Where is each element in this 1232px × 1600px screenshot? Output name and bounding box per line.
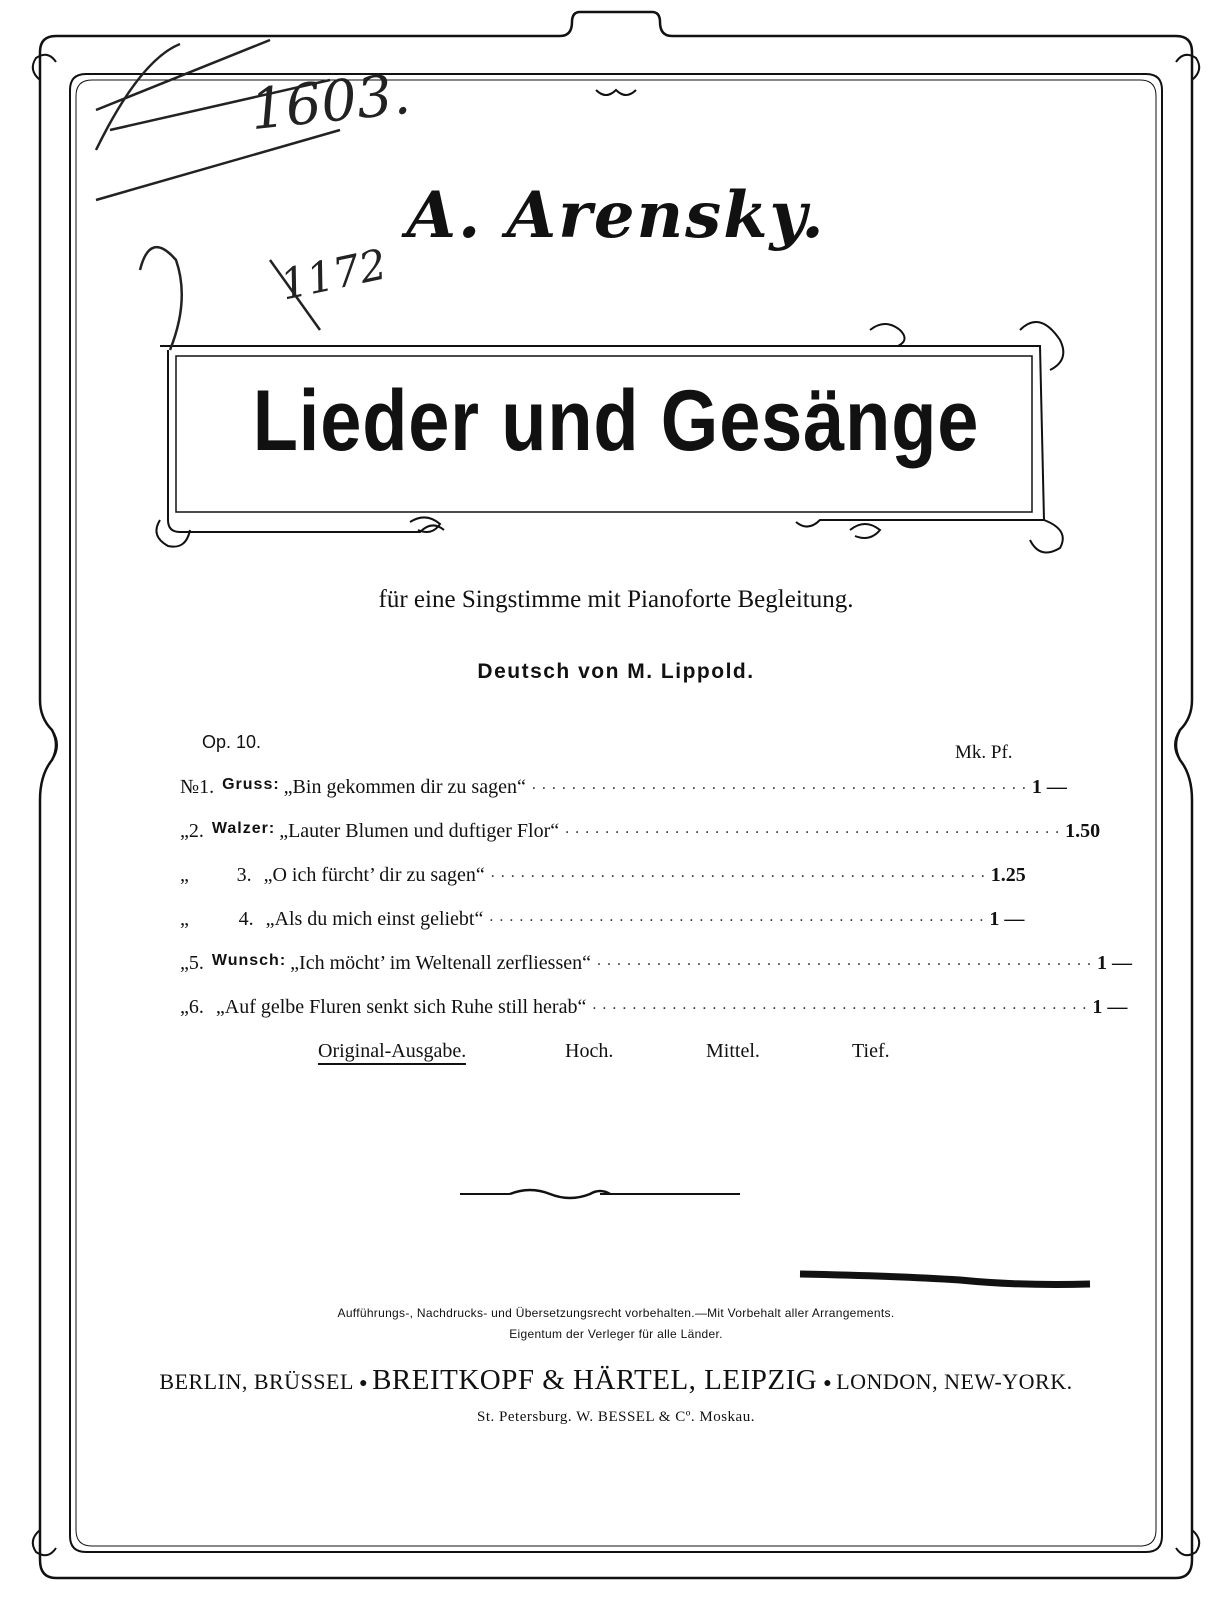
- leader-dots: ..................................................: [565, 820, 1066, 837]
- leader-dots: ..................................................: [531, 776, 1032, 793]
- row-mark: „: [180, 864, 189, 886]
- song-number: 5.: [188, 952, 204, 974]
- edition-high: Hoch.: [565, 1040, 614, 1062]
- row-mark: „: [180, 908, 189, 930]
- song-title: „O ich fürcht’ dir zu sagen“: [263, 864, 485, 886]
- composer-name: A. Arensky.: [406, 178, 826, 253]
- bullet-icon: ●: [359, 1375, 373, 1391]
- song-number: 1.: [199, 776, 215, 798]
- edition-list: [0, 1040, 1232, 1070]
- song-row: [180, 996, 1128, 1026]
- leader-dots: ..................................................: [597, 952, 1098, 969]
- work-title: Lieder und Gesänge: [252, 373, 980, 469]
- song-price: 1 —: [989, 908, 1025, 930]
- handwritten-shelf-number: 1172: [276, 239, 391, 310]
- leader-dots: ..................................................: [490, 864, 991, 881]
- branch-line: St. Petersburg. W. BESSEL & Cº. Moskau.: [477, 1409, 755, 1425]
- song-title: „Als du mich einst geliebt“: [265, 908, 484, 930]
- price-header: Mk. Pf.: [955, 742, 1013, 763]
- song-price: 1 —: [1097, 952, 1133, 974]
- song-number: 3.: [236, 864, 252, 886]
- song-label: Walzer:: [211, 820, 276, 837]
- publisher-cities-right: LONDON, NEW-YORK.: [836, 1369, 1073, 1394]
- song-row: [180, 820, 1101, 850]
- song-row: [180, 952, 1133, 982]
- song-number: 6.: [188, 996, 204, 1018]
- edition-medium: Mittel.: [706, 1040, 760, 1062]
- song-price: 1 —: [1031, 776, 1067, 798]
- rights-notice: Aufführungs-, Nachdrucks- und Übersetzungsrecht vorbehalten.—Mit Vorbehalt aller Arrangements.: [337, 1306, 895, 1320]
- song-price: 1 —: [1092, 996, 1128, 1018]
- row-mark: „: [180, 996, 189, 1018]
- song-number: 2.: [188, 820, 204, 842]
- song-label: Gruss:: [222, 776, 280, 793]
- row-mark: „: [180, 820, 189, 842]
- ownership-notice: Eigentum der Verleger für alle Länder.: [509, 1327, 723, 1341]
- song-row: [180, 776, 1067, 806]
- song-label: Wunsch:: [211, 952, 287, 969]
- song-price: 1.25: [990, 864, 1026, 886]
- publisher-name: BREITKOPF & HÄRTEL, LEIPZIG: [372, 1364, 818, 1396]
- song-row: [180, 908, 1040, 938]
- opus-number: Op. 10.: [202, 732, 262, 752]
- handwritten-inventory-number: 1603.: [247, 61, 414, 144]
- edition-low: Tief.: [852, 1040, 890, 1062]
- song-title: „Auf gelbe Fluren senkt sich Ruhe still herab“: [215, 996, 587, 1018]
- subtitle: für eine Singstimme mit Pianoforte Begleitung.: [378, 586, 854, 613]
- bullet-icon: ●: [823, 1375, 837, 1391]
- leader-dots: ..................................................: [592, 996, 1093, 1013]
- publisher-cities-left: BERLIN, BRÜSSEL: [159, 1369, 354, 1394]
- song-number: 4.: [238, 908, 254, 930]
- publisher-line: [0, 1364, 1232, 1397]
- translator-credit: Deutsch von M. Lippold.: [477, 660, 755, 683]
- row-mark: №: [180, 776, 200, 798]
- song-row: [180, 864, 1040, 894]
- song-title: „Ich möcht’ im Weltenall zerfliessen“: [290, 952, 592, 974]
- song-title: „Bin gekommen dir zu sagen“: [283, 776, 526, 798]
- song-title: „Lauter Blumen und duftiger Flor“: [279, 820, 560, 842]
- row-mark: „: [180, 952, 189, 974]
- edition-original: Original-Ausgabe.: [318, 1040, 466, 1065]
- song-price: 1.50: [1065, 820, 1101, 842]
- leader-dots: ..................................................: [489, 908, 990, 925]
